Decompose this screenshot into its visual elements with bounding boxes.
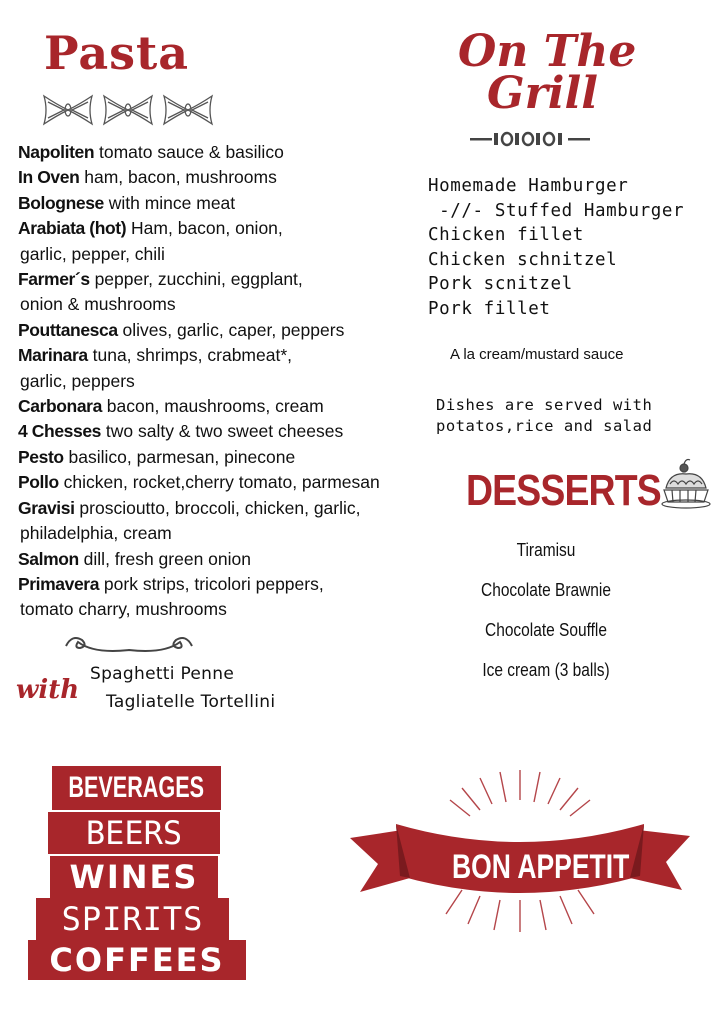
pasta-item xyxy=(18,394,418,419)
pasta-item-description: Ham, bacon, onion, xyxy=(126,218,283,239)
pasta-item xyxy=(18,318,418,343)
grill-menu-list xyxy=(428,174,684,322)
cake-icon xyxy=(660,456,712,512)
grill-heading-line-2: Grill xyxy=(487,68,598,119)
spirits-sign: SPIRITS xyxy=(36,898,229,940)
pasta-item-name: Pouttanesca xyxy=(18,319,118,340)
pasta-heading: Pasta xyxy=(44,26,190,80)
pasta-item-name: Marinara xyxy=(18,345,88,366)
pasta-item-description: proscioutto, broccoli, chicken, garlic, xyxy=(74,497,361,518)
pasta-item xyxy=(18,419,418,444)
pasta-item xyxy=(18,216,418,241)
pasta-item xyxy=(18,547,418,572)
pasta-item-description: bacon, maushrooms, cream xyxy=(101,396,324,417)
grill-item: -//- Stuffed Hamburger xyxy=(428,200,685,221)
dessert-item: Chocolate Souffle xyxy=(485,620,607,640)
desserts-heading: DESSERTS xyxy=(466,466,661,515)
wines-sign: WINES xyxy=(50,856,218,898)
pasta-item-name: Pesto xyxy=(18,446,64,467)
pasta-item-description: chicken, rocket,cherry tomato, parmesan xyxy=(58,472,380,493)
farfalle-pasta-icon xyxy=(40,90,216,130)
grill-heading-line-1: On The xyxy=(458,26,637,77)
pasta-menu-list xyxy=(18,140,418,623)
pasta-item-description: olives, garlic, caper, peppers xyxy=(117,319,345,340)
pasta-shapes-line-1: Spaghetti Penne xyxy=(90,664,235,684)
pasta-item-description-continued: garlic, peppers xyxy=(20,370,135,391)
grill-item: Pork scnitzel xyxy=(428,274,573,295)
pasta-item-name: Gravisi xyxy=(18,497,75,518)
pasta-item xyxy=(18,267,418,292)
pasta-item-description: tuna, shrimps, crabmeat*, xyxy=(87,345,292,366)
sauce-note: A la cream/mustard sauce xyxy=(450,346,624,363)
pasta-item-name: 4 Chesses xyxy=(18,421,101,442)
skewer-divider-icon xyxy=(470,128,590,150)
pasta-item-name: In Oven xyxy=(18,167,80,188)
served-line-2: potatos,rice and salad xyxy=(436,417,653,435)
pasta-item-description: basilico, parmesan, pinecone xyxy=(63,446,296,467)
pasta-item-name: Carbonara xyxy=(18,396,102,417)
flourish-divider-icon xyxy=(64,630,194,658)
pasta-item-description-continued: garlic, pepper, chili xyxy=(20,243,165,264)
pasta-item-name: Pollo xyxy=(18,472,59,493)
pasta-item-description-continued: philadelphia, cream xyxy=(20,523,172,544)
pasta-item-name: Salmon xyxy=(18,548,79,569)
pasta-item-description: ham, bacon, mushrooms xyxy=(79,167,277,188)
served-with-note xyxy=(436,395,652,437)
dessert-item: Chocolate Brawnie xyxy=(481,580,611,600)
pasta-item-description: tomato sauce & basilico xyxy=(94,142,284,162)
pasta-item-description: two salty & two sweet cheeses xyxy=(101,421,344,442)
grill-item: Chicken schnitzel xyxy=(428,249,618,270)
pasta-shapes-line-2: Tagliatelle Tortellini xyxy=(106,692,276,712)
pasta-item xyxy=(18,470,418,495)
served-line-1: Dishes are served with xyxy=(436,396,653,414)
pasta-item-description-continued: onion & mushrooms xyxy=(20,294,176,315)
dessert-menu-list xyxy=(451,530,640,690)
grill-item: Homemade Hamburger xyxy=(428,176,629,196)
with-label: with xyxy=(16,675,80,705)
beers-sign: BEERS xyxy=(48,812,220,854)
coffees-sign: COFFEES xyxy=(28,940,246,980)
pasta-item-description: pork strips, tricolori peppers, xyxy=(99,573,324,594)
pasta-item xyxy=(18,445,418,470)
pasta-item-description: dill, fresh green onion xyxy=(78,548,252,569)
dessert-item: Tiramisu xyxy=(516,540,576,560)
grill-item: Pork fillet xyxy=(428,298,551,319)
pasta-item-description: pepper, zucchini, eggplant, xyxy=(89,269,303,290)
pasta-item-name: Bolognese xyxy=(18,192,104,213)
pasta-item-description: with mince meat xyxy=(103,192,236,213)
grill-item: Chicken fillet xyxy=(428,225,584,246)
pasta-item xyxy=(18,343,418,368)
pasta-item-name: Farmer´s xyxy=(18,269,90,290)
dessert-item: Ice cream (3 balls) xyxy=(482,660,610,680)
pasta-item-name: Arabiata (hot) xyxy=(18,218,127,239)
pasta-item-description-continued: tomato charry, mushrooms xyxy=(20,599,227,620)
beverages-sign xyxy=(52,766,221,810)
beverages-label: BEVERAGES xyxy=(68,771,205,804)
pasta-item-name: Primavera xyxy=(18,573,100,594)
pasta-item xyxy=(18,140,418,165)
pasta-item xyxy=(18,191,418,216)
pasta-item xyxy=(18,165,418,190)
pasta-item xyxy=(18,572,418,597)
pasta-item xyxy=(18,496,418,521)
pasta-item-name: Napoliten xyxy=(18,142,95,162)
bon-appetit-text: BON APPETIT xyxy=(452,848,630,886)
